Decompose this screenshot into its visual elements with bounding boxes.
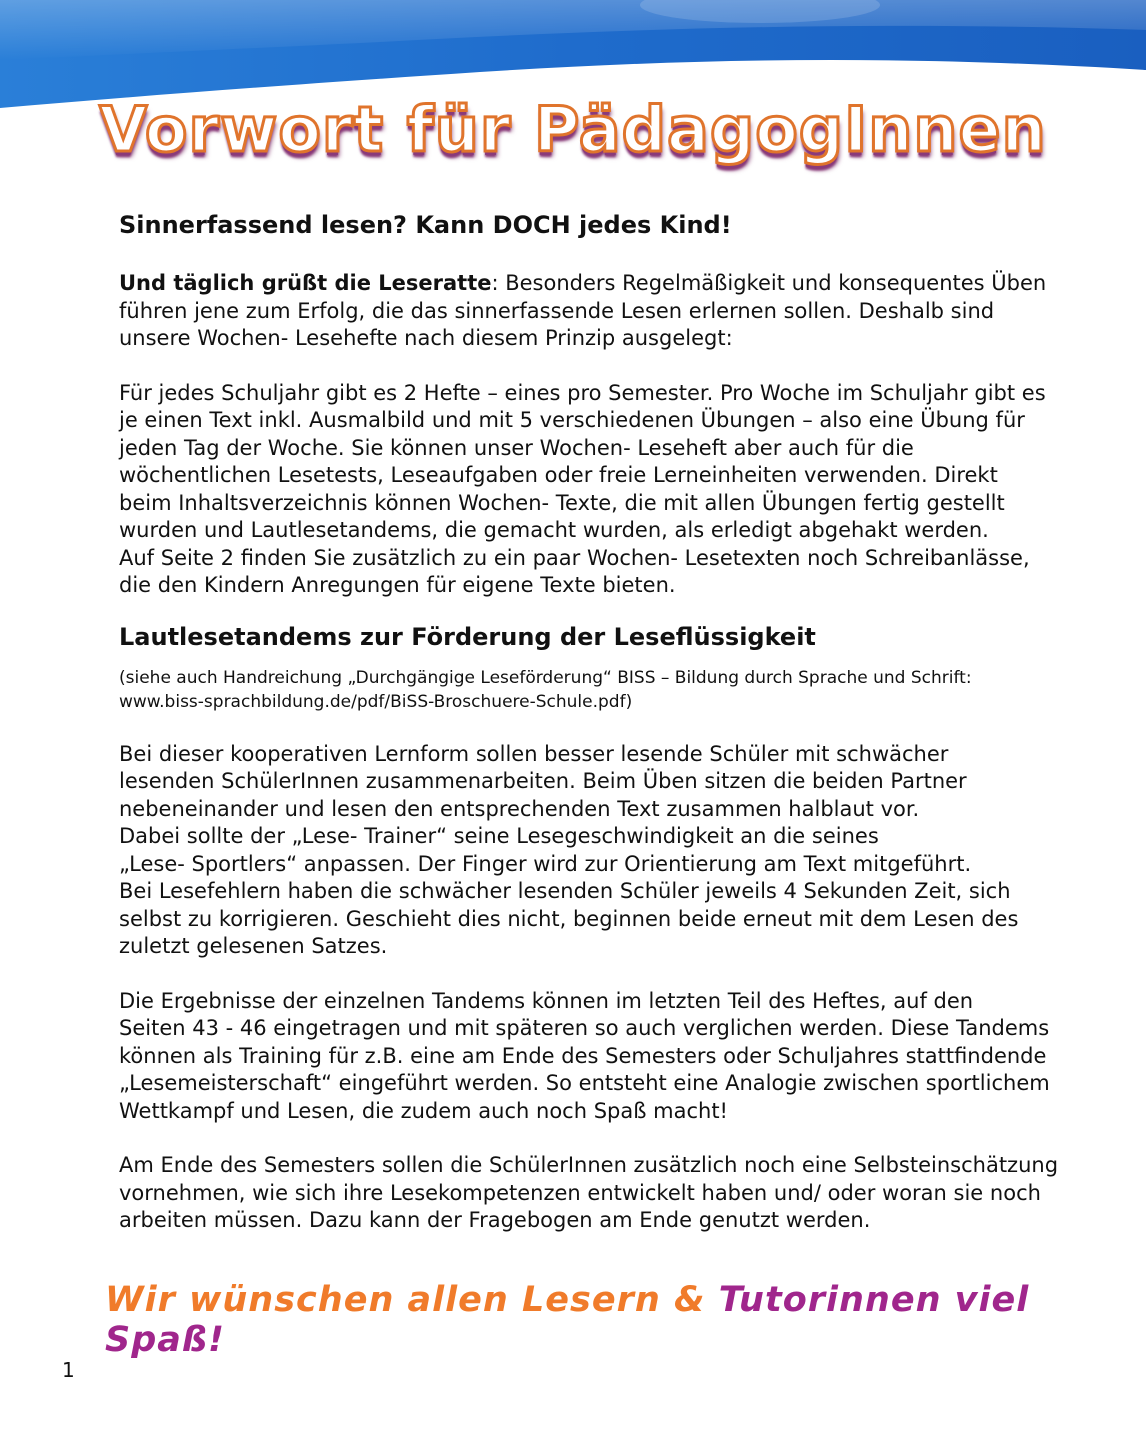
hefte-line: wurden und Lautlesetandems, die gemacht wurden, als erledigt abgehakt werden. (119, 518, 989, 542)
tandem-line: Dabei sollte der „Lese- Trainer“ seine Lesegeschwindigkeit an die seines (119, 824, 879, 848)
tandem-method-paragraph (119, 741, 1069, 961)
hefte-paragraph (119, 380, 1069, 600)
hefte-line: die den Kindern Anregungen für eigene Texte bieten. (119, 573, 676, 597)
hefte-line: je einen Text inkl. Ausmalbild und mit 5 verschiedenen Übungen – also eine Übung für (119, 408, 1025, 432)
intro-line-2: unsere Wochen- Lesehefte nach diesem Prinzip ausgelegt: (119, 326, 733, 350)
source-line: (siehe auch Handreichung „Durchgängige Leseförderung“ BISS – Bildung durch Sprache und Schrift: (119, 667, 972, 688)
section-heading-lautlesetandems: Lautlesetandems zur Förderung der Leseflüssigkeit (119, 622, 816, 651)
tandem-line: „Lese- Sportlers“ anpassen. Der Finger wird zur Orientierung am Text mitgeführt. (119, 851, 972, 876)
results-line: Seiten 43 - 46 eingetragen und mit späteren so auch verglichen werden. Diese Tandems (119, 1016, 1050, 1040)
hefte-line: beim Inhaltsverzeichnis können Wochen- Texte, die mit allen Übungen fertig gestellt (119, 490, 1005, 515)
tandem-line: nebeneinander und lesen den entsprechenden Text zusammen halblaut vor. (119, 796, 920, 821)
closing-wish-part2: Tutorinnen viel Spaß! (105, 1280, 1030, 1360)
hefte-line: wöchentlichen Lesetests, Leseaufgaben oder freie Lerneinheiten verwenden. Direkt (119, 463, 998, 487)
tandem-line: zuletzt gelesenen Satzes. (119, 934, 388, 958)
results-line: „Lesemeisterschaft“ eingeführt werden. So entsteht eine Analogie zwischen sportlichem (119, 1071, 1050, 1095)
intro-lead: Und täglich grüßt die Leseratte (119, 271, 492, 295)
closing-wish-part1: Wir wünschen allen Lesern & (105, 1280, 719, 1320)
results-paragraph (119, 988, 1069, 1126)
main-content (119, 208, 1069, 1235)
tandem-line: selbst zu korrigieren. Geschieht dies nicht, beginnen beide erneut mit dem Lesen des (119, 906, 1019, 931)
page-number: 1 (62, 1358, 75, 1382)
hefte-line: Für jedes Schuljahr gibt es 2 Hefte – eines pro Semester. Pro Woche im Schuljahr gibt es (119, 380, 1046, 405)
intro-paragraph (119, 270, 1069, 353)
intro-line-1: führen jene zum Erfolg, die das sinnerfassende Lesen erlernen sollen. Deshalb sind (119, 298, 995, 323)
self-assessment-line: vornehmen, wie sich ihre Lesekompetenzen entwickelt haben und/ oder woran sie noch (119, 1180, 1041, 1205)
source-url: www.biss-sprachbildung.de/pdf/BiSS-Broschuere-Schule.pdf) (119, 691, 633, 712)
results-line: Wettkampf und Lesen, die zudem auch noch Spaß macht! (119, 1098, 728, 1123)
hefte-line: Auf Seite 2 finden Sie zusätzlich zu ein paar Wochen- Lesetexten noch Schreibanlässe, (119, 545, 1030, 570)
results-line: Die Ergebnisse der einzelnen Tandems können im letzten Teil des Heftes, auf den (119, 988, 974, 1013)
section-heading-sinnerfassend: Sinnerfassend lesen? Kann DOCH jedes Kind! (119, 211, 732, 239)
tandem-line: lesenden SchülerInnen zusammenarbeiten. Beim Üben sitzen die beiden Partner (119, 769, 967, 793)
self-assessment-line: arbeiten müssen. Dazu kann der Fragebogen am Ende genutzt werden. (119, 1208, 871, 1232)
tandem-line: Bei Lesefehlern haben die schwächer lesenden Schüler jeweils 4 Sekunden Zeit, sich (119, 879, 1011, 903)
closing-wish (105, 1280, 1085, 1360)
hefte-line: jeden Tag der Woche. Sie können unser Wochen- Leseheft aber auch für die (119, 435, 914, 460)
self-assessment-paragraph (119, 1152, 1069, 1235)
tandem-line: Bei dieser kooperativen Lernform sollen besser lesende Schüler mit schwächer (119, 741, 949, 766)
self-assessment-line: Am Ende des Semesters sollen die SchülerInnen zusätzlich noch eine Selbsteinschätzung (119, 1153, 1059, 1177)
page-title: Vorwort für PädagogInnen (99, 93, 1047, 166)
intro-line-0: : Besonders Regelmäßigkeit und konsequentes Üben (491, 271, 1047, 295)
results-line: können als Training für z.B. eine am Ende des Semesters oder Schuljahres stattfindende (119, 1043, 1047, 1068)
source-reference (119, 666, 1069, 714)
